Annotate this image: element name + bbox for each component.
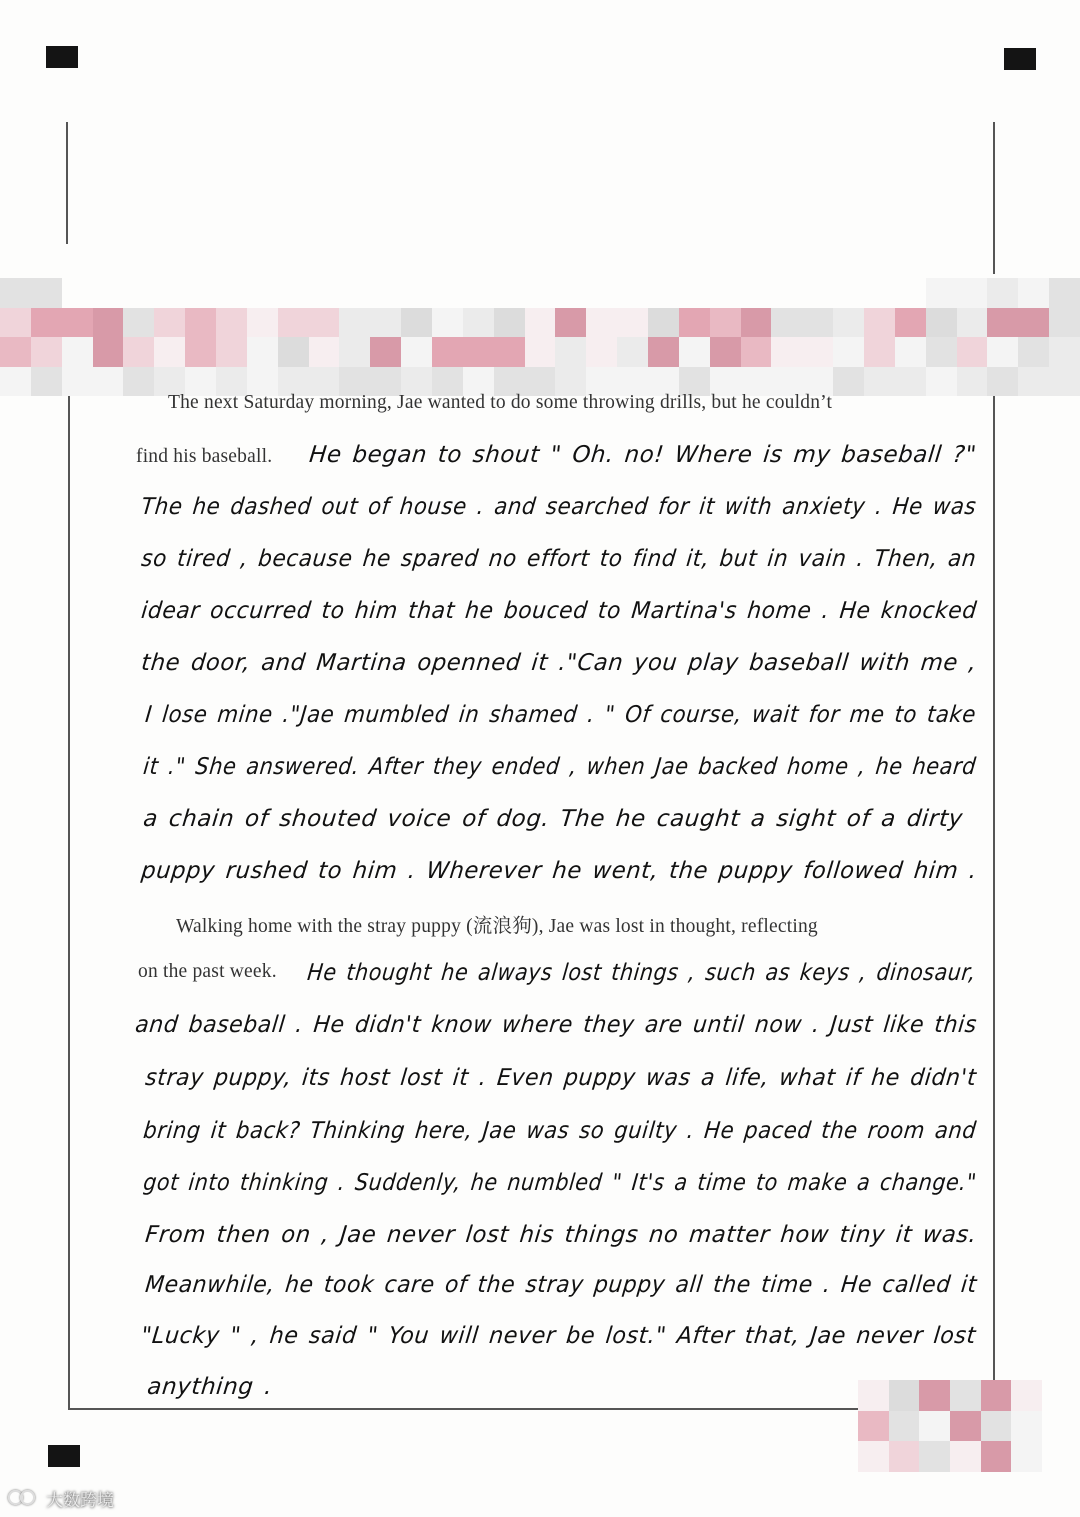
mosaic-cell	[987, 308, 1018, 338]
mosaic-cell	[494, 278, 525, 308]
handwritten-line: and baseball . He didn't know where they are until now . Just like this	[134, 1012, 979, 1038]
mosaic-cell	[247, 308, 278, 338]
right-border	[993, 380, 995, 1380]
mosaic-cell	[858, 1411, 889, 1442]
mosaic-cell	[62, 367, 93, 397]
mosaic-cell	[525, 337, 556, 367]
paragraph1-printed-lead: find his baseball.	[136, 446, 273, 467]
mosaic-cell	[741, 337, 772, 367]
mosaic-cell	[525, 278, 556, 308]
watermark	[6, 1485, 114, 1511]
handwritten-line: "Lucky " , he said " You will never be lost." After that, Jae never lost	[140, 1323, 978, 1349]
bottom-border	[68, 1408, 858, 1410]
mosaic-cell	[339, 337, 370, 367]
mosaic-cell	[648, 308, 679, 338]
mosaic-cell	[1018, 367, 1049, 397]
mosaic-cell	[339, 308, 370, 338]
mosaic-cell	[864, 308, 895, 338]
mosaic-cell	[0, 337, 31, 367]
mosaic-cell	[1049, 278, 1080, 308]
mosaic-cell	[833, 278, 864, 308]
mosaic-cell	[802, 308, 833, 338]
registration-mark-bottom-left	[48, 1445, 80, 1467]
mosaic-cell	[864, 337, 895, 367]
mosaic-cell	[771, 308, 802, 338]
handwritten-line: idear occurred to him that he bouced to Martina's home . He knocked	[140, 598, 979, 624]
mosaic-cell	[93, 367, 124, 397]
mosaic-cell	[957, 308, 988, 338]
mosaic-cell	[895, 337, 926, 367]
mosaic-cell	[123, 278, 154, 308]
mosaic-cell	[432, 278, 463, 308]
mosaic-cell	[62, 278, 93, 308]
mosaic-cell	[617, 278, 648, 308]
mosaic-cell	[123, 308, 154, 338]
mosaic-cell	[679, 308, 710, 338]
mosaic-cell	[123, 367, 154, 397]
mosaic-cell	[309, 278, 340, 308]
mosaic-cell	[919, 1441, 950, 1472]
handwritten-line: puppy rushed to him . Wherever he went, the puppy followed him .	[140, 858, 979, 884]
mosaic-cell	[833, 367, 864, 397]
handwritten-line: I lose mine ."Jae mumbled in shamed . " Of course, wait for me to take	[144, 702, 978, 728]
mosaic-cell	[1049, 367, 1080, 397]
mosaic-cell	[370, 337, 401, 367]
mosaic-cell	[1018, 308, 1049, 338]
mosaic-cell	[555, 308, 586, 338]
registration-mark-top-left	[46, 46, 78, 68]
mosaic-cell	[93, 278, 124, 308]
mosaic-cell	[1011, 1411, 1042, 1442]
mosaic-cell	[62, 308, 93, 338]
mosaic-cell	[617, 337, 648, 367]
mosaic-cell	[31, 308, 62, 338]
mosaic-cell	[679, 337, 710, 367]
handwritten-line: got into thinking . Suddenly, he numbled " It's a time to make a change."	[142, 1170, 978, 1196]
mosaic-cell	[586, 308, 617, 338]
mosaic-cell	[950, 1380, 981, 1411]
mosaic-cell	[185, 337, 216, 367]
mosaic-cell	[889, 1441, 920, 1472]
mosaic-cell	[679, 278, 710, 308]
mosaic-cell	[93, 308, 124, 338]
mosaic-cell	[864, 367, 895, 397]
mosaic-cell	[463, 278, 494, 308]
mosaic-cell	[494, 337, 525, 367]
mosaic-cell	[154, 278, 185, 308]
mosaic-cell	[525, 308, 556, 338]
handwritten-line: Meanwhile, he took care of the stray puppy all the time . He called it	[144, 1272, 979, 1298]
mosaic-cell	[463, 308, 494, 338]
mosaic-cell	[278, 337, 309, 367]
mosaic-cell	[555, 278, 586, 308]
handwritten-line: stray puppy, its host lost it . Even puppy was a life, what if he didn't	[144, 1065, 978, 1091]
handwritten-line: The he dashed out of house . and searched for it with anxiety . He was	[140, 494, 978, 520]
mosaic-cell	[895, 308, 926, 338]
paragraph1-printed-line: The next Saturday morning, Jae wanted to do some throwing drills, but he couldn’t	[168, 392, 833, 413]
mosaic-cell	[62, 337, 93, 367]
mosaic-cell	[0, 278, 31, 308]
mosaic-cell	[648, 337, 679, 367]
mosaic-cell	[710, 278, 741, 308]
mosaic-cell	[0, 367, 31, 397]
mosaic-cell	[586, 337, 617, 367]
mosaic-cell	[1018, 278, 1049, 308]
top-left-border	[66, 122, 68, 244]
mosaic-cell	[123, 337, 154, 367]
registration-mark-top-right	[1004, 48, 1036, 70]
redaction-mosaic-bottom	[858, 1380, 1042, 1472]
mosaic-cell	[247, 337, 278, 367]
mosaic-cell	[981, 1441, 1012, 1472]
mosaic-cell	[401, 308, 432, 338]
mosaic-cell	[833, 308, 864, 338]
mosaic-cell	[463, 337, 494, 367]
mosaic-cell	[586, 278, 617, 308]
mosaic-cell	[926, 337, 957, 367]
mosaic-cell	[31, 337, 62, 367]
handwritten-line: bring it back? Thinking here, Jae was so guilty . He paced the room and	[142, 1118, 978, 1144]
mosaic-cell	[710, 337, 741, 367]
mosaic-cell	[185, 278, 216, 308]
mosaic-cell	[919, 1411, 950, 1442]
mosaic-cell	[216, 308, 247, 338]
handwritten-line: the door, and Martina openned it ."Can you play baseball with me ,	[140, 650, 978, 676]
mosaic-cell	[987, 337, 1018, 367]
mosaic-cell	[858, 1380, 889, 1411]
mosaic-cell	[216, 278, 247, 308]
mosaic-cell	[950, 1441, 981, 1472]
mosaic-cell	[1049, 308, 1080, 338]
mosaic-cell	[987, 278, 1018, 308]
mosaic-cell	[1049, 337, 1080, 367]
mosaic-cell	[93, 337, 124, 367]
left-border	[68, 380, 70, 1410]
mosaic-cell	[858, 1441, 889, 1472]
mosaic-cell	[216, 337, 247, 367]
mosaic-cell	[278, 308, 309, 338]
mosaic-cell	[401, 337, 432, 367]
mosaic-cell	[309, 337, 340, 367]
mosaic-cell	[889, 1411, 920, 1442]
mosaic-cell	[957, 278, 988, 308]
mosaic-cell	[370, 308, 401, 338]
redaction-mosaic-top	[0, 278, 1080, 396]
mosaic-cell	[802, 337, 833, 367]
mosaic-cell	[432, 337, 463, 367]
handwritten-line: so tired , because he spared no effort to find it, but in vain . Then, an	[140, 546, 978, 572]
mosaic-cell	[401, 278, 432, 308]
mosaic-cell	[919, 1380, 950, 1411]
mosaic-cell	[802, 278, 833, 308]
mosaic-cell	[648, 278, 679, 308]
handwritten-line: He thought he always lost things , such as keys , dinosaur,	[306, 960, 978, 986]
mosaic-cell	[987, 367, 1018, 397]
mosaic-cell	[185, 308, 216, 338]
mosaic-cell	[950, 1411, 981, 1442]
mosaic-cell	[710, 308, 741, 338]
mosaic-cell	[926, 367, 957, 397]
mosaic-cell	[926, 278, 957, 308]
mosaic-cell	[370, 278, 401, 308]
mosaic-cell	[154, 337, 185, 367]
handwritten-line: it ." She answered. After they ended , when Jae backed home , he heard	[142, 754, 978, 780]
mosaic-cell	[0, 308, 31, 338]
handwritten-line: He began to shout " Oh. no! Where is my baseball ?"	[308, 442, 978, 468]
watermark-text: 大数跨境	[46, 1490, 114, 1511]
mosaic-cell	[889, 1380, 920, 1411]
mosaic-cell	[741, 308, 772, 338]
handwritten-line: From then on , Jae never lost his things no matter how tiny it was.	[144, 1222, 979, 1248]
mosaic-cell	[278, 278, 309, 308]
handwritten-line: a chain of shouted voice of dog. The he caught a sight of a dirty	[142, 806, 965, 832]
mosaic-cell	[31, 278, 62, 308]
mosaic-cell	[494, 308, 525, 338]
mosaic-cell	[555, 337, 586, 367]
mosaic-cell	[339, 278, 370, 308]
mosaic-cell	[833, 337, 864, 367]
mosaic-cell	[957, 367, 988, 397]
mosaic-cell	[771, 278, 802, 308]
top-right-border	[993, 122, 995, 274]
mosaic-cell	[1018, 337, 1049, 367]
mosaic-cell	[926, 308, 957, 338]
mosaic-cell	[309, 308, 340, 338]
mosaic-cell	[1011, 1441, 1042, 1472]
mosaic-cell	[1011, 1380, 1042, 1411]
mosaic-cell	[771, 337, 802, 367]
paragraph2-printed-lead: on the past week.	[138, 961, 277, 982]
handwritten-line: anything .	[146, 1374, 274, 1400]
mosaic-cell	[741, 278, 772, 308]
watermark-logo-icon	[6, 1487, 42, 1509]
paragraph2-printed-line: Walking home with the stray puppy (流浪狗), Jae was lost in thought, reflecting	[176, 916, 818, 937]
mosaic-cell	[895, 278, 926, 308]
mosaic-cell	[981, 1411, 1012, 1442]
mosaic-cell	[895, 367, 926, 397]
mosaic-cell	[432, 308, 463, 338]
mosaic-cell	[957, 337, 988, 367]
mosaic-cell	[981, 1380, 1012, 1411]
mosaic-cell	[617, 308, 648, 338]
mosaic-cell	[247, 278, 278, 308]
mosaic-cell	[154, 308, 185, 338]
mosaic-cell	[31, 367, 62, 397]
mosaic-cell	[864, 278, 895, 308]
